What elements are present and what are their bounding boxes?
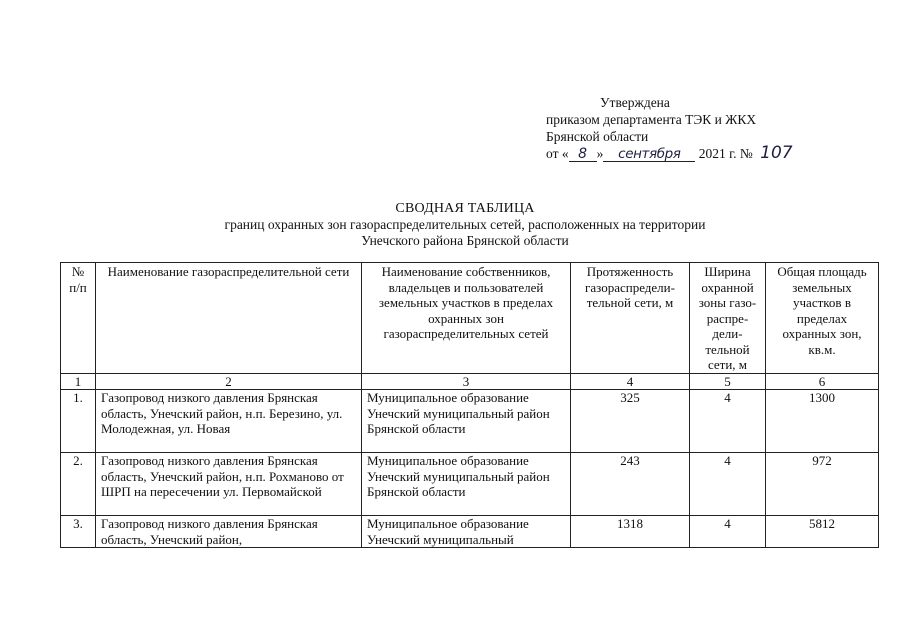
row-length: 243 bbox=[571, 453, 690, 516]
row-network: Газопровод низкого давления Брянская область, Унечский район, bbox=[96, 516, 362, 548]
approval-block bbox=[546, 94, 876, 162]
header-zone-width: Ширина охранной зоны газо-распре-дели-тельной сети, м bbox=[690, 263, 766, 374]
row-num: 1. bbox=[61, 390, 96, 453]
row-num: 3. bbox=[61, 516, 96, 548]
row-width: 4 bbox=[690, 453, 766, 516]
row-length: 1318 bbox=[571, 516, 690, 548]
row-network: Газопровод низкого давления Брянская область, Унечский район, н.п. Березино, ул. Молодежная, ул. Новая bbox=[96, 390, 362, 453]
handwritten-day: 8 bbox=[569, 148, 597, 162]
table-row bbox=[61, 390, 879, 453]
approval-order-line: приказом департамента ТЭК и ЖКХ bbox=[546, 112, 757, 127]
row-num: 2. bbox=[61, 453, 96, 516]
column-number-row bbox=[61, 373, 879, 390]
row-area: 1300 bbox=[766, 390, 879, 453]
row-area: 5812 bbox=[766, 516, 879, 548]
approval-date-line bbox=[546, 145, 876, 162]
handwritten-month: сентября bbox=[603, 148, 695, 162]
date-quote-close: » bbox=[596, 146, 604, 161]
header-network: Наименование газораспределительной сети bbox=[96, 263, 362, 374]
date-year: 2021 г. № bbox=[698, 146, 753, 161]
col-num-5: 5 bbox=[690, 373, 766, 390]
table-row bbox=[61, 453, 879, 516]
row-area: 972 bbox=[766, 453, 879, 516]
col-num-2: 2 bbox=[96, 373, 362, 390]
col-num-6: 6 bbox=[766, 373, 879, 390]
row-length: 325 bbox=[571, 390, 690, 453]
row-owner: Муниципальное образование Унечский муниципальный bbox=[362, 516, 571, 548]
title-district: Унечского района Брянской области bbox=[361, 233, 569, 248]
col-num-4: 4 bbox=[571, 373, 690, 390]
handwritten-order-number: 107 bbox=[760, 143, 793, 163]
row-owner: Муниципальное образование Унечский муниципальный район Брянской области bbox=[362, 390, 571, 453]
title-main: СВОДНАЯ ТАБЛИЦА bbox=[395, 201, 535, 216]
header-num: № п/п bbox=[61, 263, 96, 374]
document-title bbox=[150, 201, 780, 249]
row-width: 4 bbox=[690, 516, 766, 548]
title-subtitle: границ охранных зон газораспределительных сетей, расположенных на территории bbox=[224, 217, 706, 232]
row-owner: Муниципальное образование Унечский муниципальный район Брянской области bbox=[362, 453, 571, 516]
table-header-row bbox=[61, 263, 879, 374]
row-width: 4 bbox=[690, 390, 766, 453]
approval-title: Утверждена bbox=[600, 95, 670, 110]
header-owners: Наименование собственников, владельцев и пользователей земельных участков в пределах охранных зон газораспределительных сетей bbox=[362, 263, 571, 374]
approval-region-line: Брянской области bbox=[546, 129, 649, 144]
col-num-1: 1 bbox=[61, 373, 96, 390]
table-row bbox=[61, 516, 879, 548]
summary-table bbox=[60, 262, 879, 548]
header-area: Общая площадь земельных участков в пределах охранных зон, кв.м. bbox=[766, 263, 879, 374]
header-length: Протяженность газораспредели-тельной сети, м bbox=[571, 263, 690, 374]
date-prefix: от « bbox=[546, 146, 569, 161]
row-network: Газопровод низкого давления Брянская область, Унечский район, н.п. Рохманово от ШРП на пересечении ул. Первомайской bbox=[96, 453, 362, 516]
col-num-3: 3 bbox=[362, 373, 571, 390]
